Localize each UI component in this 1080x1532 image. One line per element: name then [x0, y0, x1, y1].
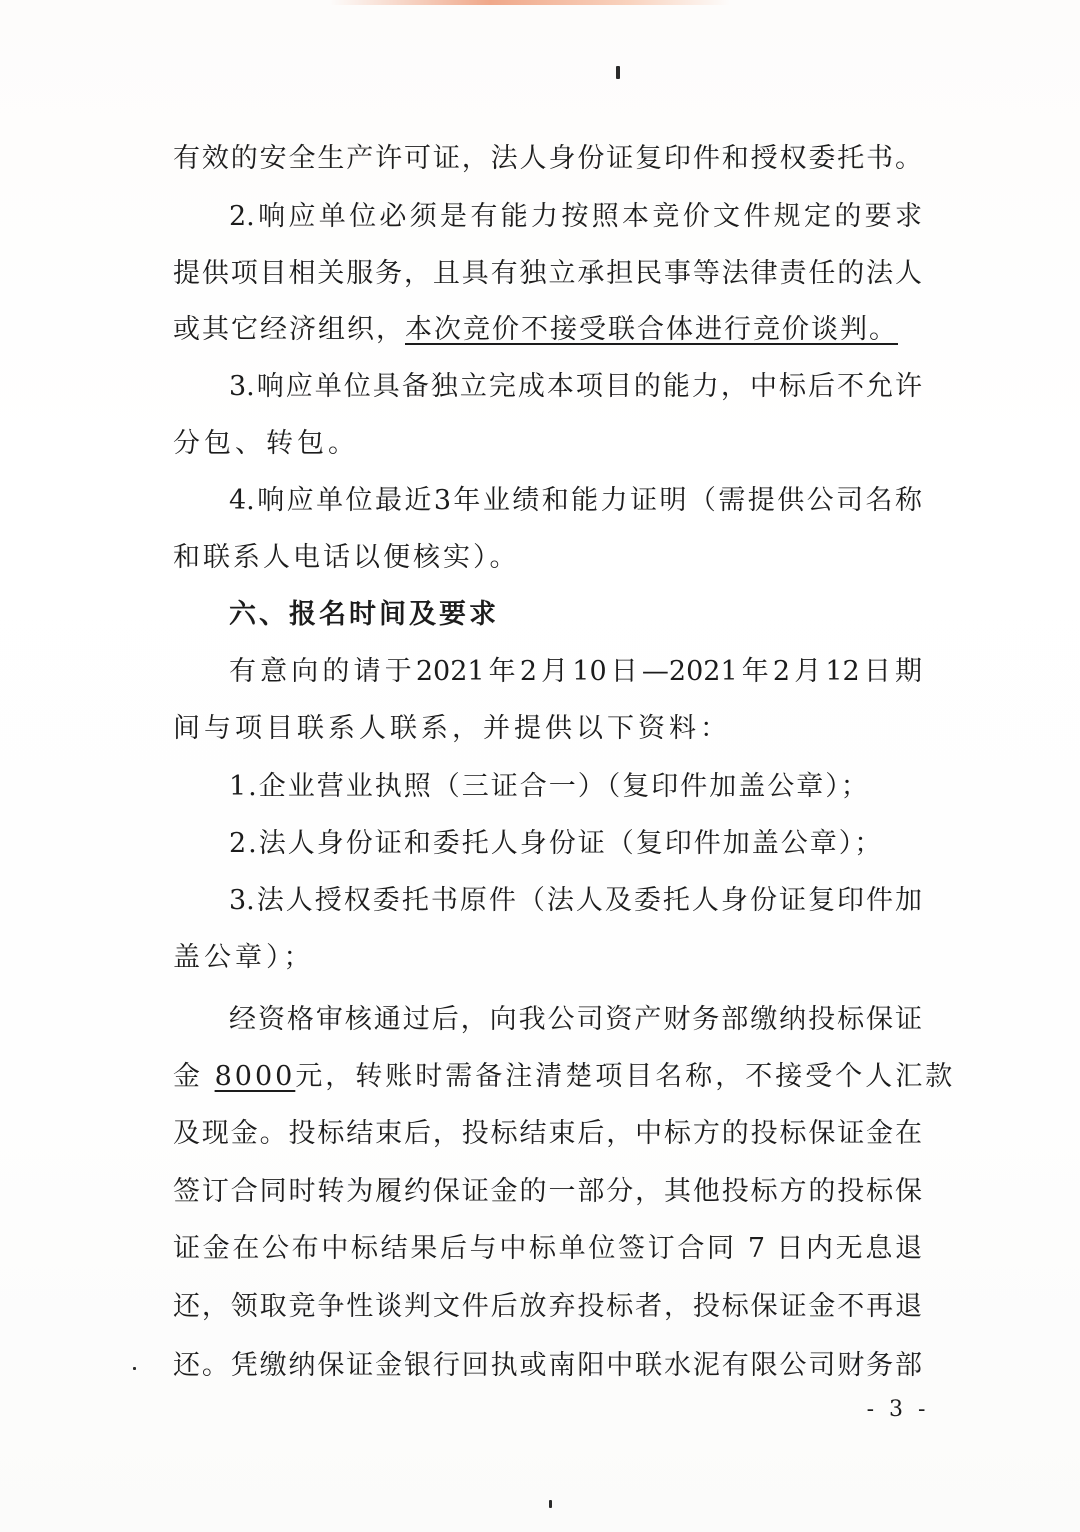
body-text: 金: [173, 1061, 203, 1092]
body-line: 盖公章）；: [173, 942, 315, 973]
list-item: 3.法人授权委托书原件（法人及委托人身份证复印件加: [229, 885, 922, 916]
scan-speck: [549, 1500, 552, 1508]
body-line: 有效的安全生产许可证，法人身份证复印件和授权委托书。: [173, 143, 922, 174]
page-edge-mark: [330, 0, 730, 5]
scan-speck: [133, 1367, 136, 1370]
list-item: 1.企业营业执照（三证合一）（复印件加盖公章）；: [229, 771, 870, 802]
body-line: 4.响应单位最近3年业绩和能力证明（需提供公司名称: [229, 485, 922, 516]
page-number: - 3 -: [866, 1397, 930, 1422]
body-line: 经资格审核通过后，向我公司资产财务部缴纳投标保证: [229, 1004, 922, 1035]
body-line: 分包、转包。: [173, 428, 359, 459]
list-item: 2.法人身份证和委托人身份证（复印件加盖公章）；: [229, 828, 884, 859]
section-heading: 六、报名时间及要求: [229, 599, 499, 630]
body-line: 及现金。投标结束后，投标结束后，中标方的投标保证金在: [173, 1118, 922, 1149]
body-line: [173, 1060, 956, 1096]
body-line: 还。凭缴纳保证金银行回执或南阳中联水泥有限公司财务部: [173, 1350, 922, 1381]
body-text: 元，转账时需备注清楚项目名称，不接受个人汇款: [295, 1061, 956, 1092]
scan-speck: [616, 66, 620, 79]
body-line: [173, 313, 922, 349]
body-text: 或其它经济组织，: [173, 314, 405, 345]
body-line: 提供项目相关服务，且具有独立承担民事等法律责任的法人: [173, 258, 922, 289]
body-line: 还，领取竞争性谈判文件后放弃投标者，投标保证金不再退: [173, 1291, 922, 1322]
body-line: 3.响应单位具备独立完成本项目的能力，中标后不允许: [229, 371, 922, 402]
body-line: 2.响应单位必须是有能力按照本竞价文件规定的要求: [229, 201, 922, 232]
body-line: 签订合同时转为履约保证金的一部分，其他投标方的投标保: [173, 1176, 922, 1207]
deposit-amount: 8000: [214, 1061, 296, 1092]
body-line: 有意向的请于2021年2月10日—2021年2月12日期: [229, 656, 922, 687]
underlined-clause: 本次竞价不接受联合体进行竞价谈判。: [405, 314, 898, 345]
body-line: 和联系人电话以便核实）。: [173, 542, 520, 573]
body-line: 证金在公布中标结果后与中标单位签订合同 7 日内无息退: [173, 1233, 922, 1264]
body-line: 间与项目联系人联系，并提供以下资料：: [173, 713, 731, 744]
